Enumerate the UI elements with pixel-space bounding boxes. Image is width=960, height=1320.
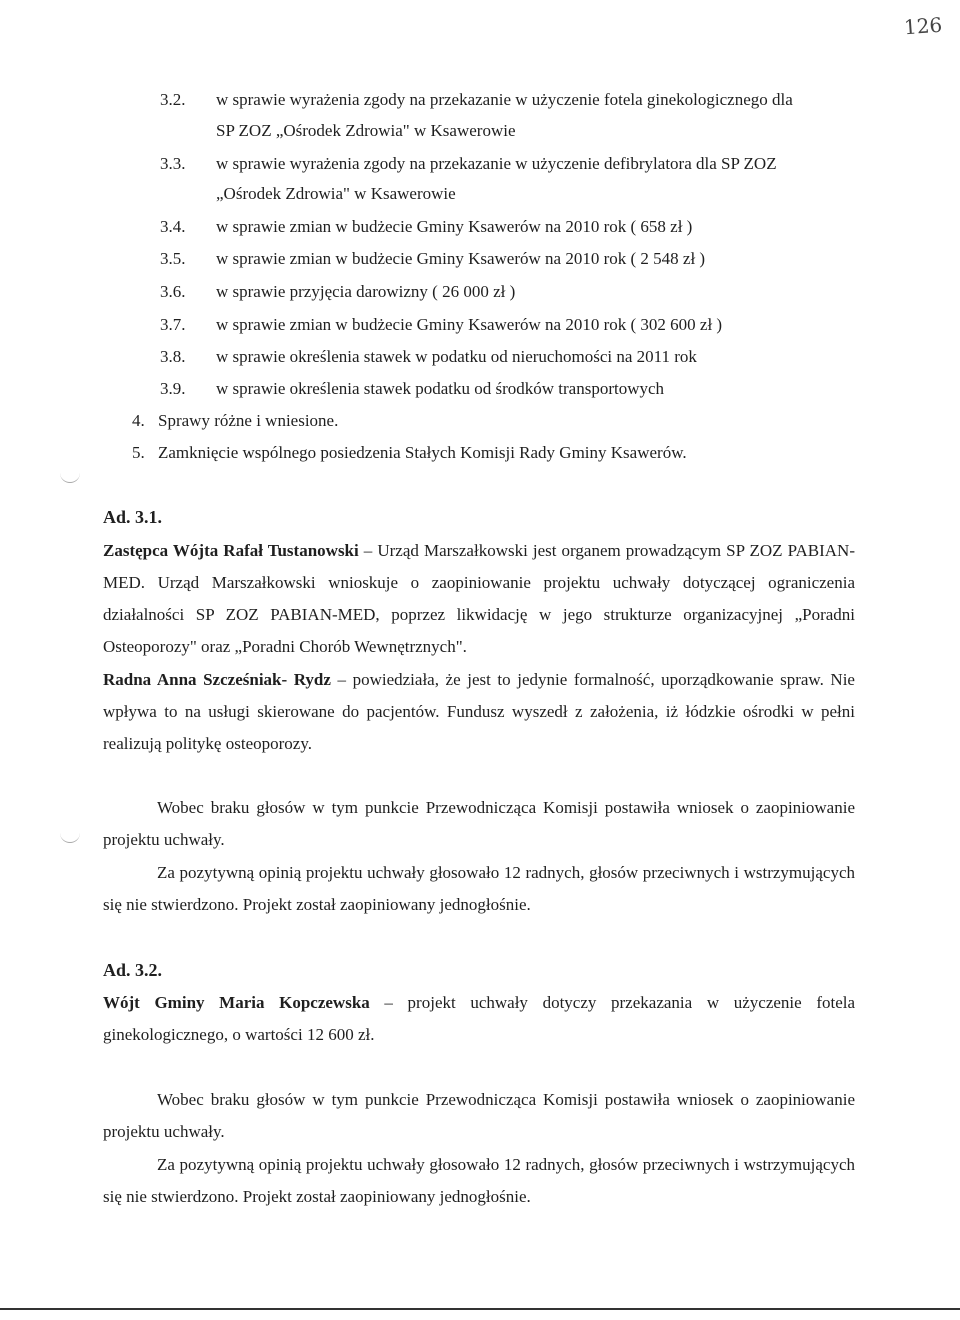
agenda-item-5 — [0, 441, 960, 465]
agenda-item-3-9 — [0, 377, 960, 401]
agenda-item-3-8 — [0, 345, 960, 369]
agenda-item-number: 3.9. — [160, 379, 186, 398]
section-3-1-paragraph-3: Wobec braku głosów w tym punkcie Przewodnicząca Komisji postawiła wniosek o zaopiniowanie projektu uchwały. — [103, 798, 855, 849]
section-3-1-paragraph-2 — [103, 664, 855, 760]
agenda-item-number: 3.7. — [160, 315, 186, 334]
agenda-item-3-4 — [0, 215, 960, 239]
agenda-item-text: w sprawie określenia stawek podatku od środków transportowych — [216, 379, 665, 398]
section-3-2-paragraph-2: Wobec braku głosów w tym punkcie Przewodnicząca Komisji postawiła wniosek o zaopiniowanie projektu uchwały. — [103, 1090, 855, 1141]
agenda-item-text: w sprawie zmian w budżecie Gminy Ksawerów na 2010 rok ( 302 600 zł ) — [216, 315, 723, 334]
section-heading-3-2: Ad. 3.2. — [103, 960, 163, 980]
agenda-item-text: Sprawy różne i wniesione. — [158, 411, 339, 430]
agenda-item-3-6 — [0, 280, 960, 304]
speaker-name: Radna Anna Szcześniak- Rydz — [103, 670, 331, 689]
agenda-item-text: w sprawie wyrażenia zgody na przekazanie w użyczenie fotela ginekologicznego dla — [216, 90, 793, 109]
paragraph-text: – powiedziała, że jest to jedynie formalność, uporządkowanie spraw. Nie wpływa to na usługi skierowane do pacjentów. Fundusz wyszedł z założenia, iż łódzkie ośrodki w pełni realizują politykę osteoporozy. — [103, 670, 855, 753]
agenda-item-3-2 — [0, 88, 960, 112]
agenda-item-text: Zamknięcie wspólnego posiedzenia Stałych Komisji Rady Gminy Ksawerów. — [158, 443, 687, 462]
agenda-item-text: w sprawie zmian w budżecie Gminy Ksawerów na 2010 rok ( 658 zł ) — [216, 217, 693, 236]
page-number: 126 — [903, 12, 943, 40]
agenda-item-number: 3.8. — [160, 347, 186, 366]
agenda-item-number: 4. — [132, 411, 145, 430]
agenda-item-number: 3.2. — [160, 90, 186, 109]
agenda-item-4 — [0, 409, 960, 433]
page-bottom-rule — [0, 1308, 960, 1310]
agenda-item-3-2-cont — [0, 119, 960, 143]
section-3-2-paragraph-1 — [103, 987, 855, 1051]
section-3-1-paragraph-1 — [103, 535, 855, 663]
agenda-item-3-5 — [0, 247, 960, 271]
paragraph-text: – Urząd Marszałkowski jest organem prowadzącym SP ZOZ PABIAN-MED. Urząd Marszałkowski wnioskuje o zaopiniowanie projektu uchwały dotyczącej ograniczenia działalności SP ZOZ PABIAN-MED, poprzez likwidację w jego strukturze organizacyjnej „Poradni Osteoporozy" oraz „Poradni Chorób Wewnętrznych". — [103, 541, 855, 656]
agenda-item-3-3 — [0, 152, 960, 176]
speaker-name: Zastępca Wójta Rafał Tustanowski — [103, 541, 359, 560]
agenda-item-text: w sprawie wyrażenia zgody na przekazanie w użyczenie defibrylatora dla SP ZOZ — [216, 154, 777, 173]
agenda-item-number: 3.3. — [160, 154, 186, 173]
scan-mark — [60, 830, 80, 843]
agenda-item-text: „Ośrodek Zdrowia" w Ksawerowie — [216, 184, 456, 203]
section-3-2-paragraph-3: Za pozytywną opinią projektu uchwały głosowało 12 radnych, głosów przeciwnych i wstrzymujących się nie stwierdzono. Projekt został zaopiniowany jednogłośnie. — [103, 1155, 855, 1206]
agenda-item-number: 3.4. — [160, 217, 186, 236]
agenda-item-number: 3.5. — [160, 249, 186, 268]
speaker-name: Wójt Gminy Maria Kopczewska — [103, 993, 370, 1012]
agenda-item-number: 5. — [132, 443, 145, 462]
section-3-1-paragraph-4: Za pozytywną opinią projektu uchwały głosowało 12 radnych, głosów przeciwnych i wstrzymujących się nie stwierdzono. Projekt został zaopiniowany jednogłośnie. — [103, 863, 855, 914]
agenda-item-text: w sprawie zmian w budżecie Gminy Ksawerów na 2010 rok ( 2 548 zł ) — [216, 249, 706, 268]
scan-mark — [60, 470, 80, 483]
agenda-item-number: 3.6. — [160, 282, 186, 301]
agenda-item-3-7 — [0, 313, 960, 337]
agenda-item-text: SP ZOZ „Ośrodek Zdrowia" w Ksawerowie — [216, 121, 516, 140]
agenda-item-text: w sprawie przyjęcia darowizny ( 26 000 zł ) — [216, 282, 516, 301]
section-heading-3-1: Ad. 3.1. — [103, 507, 163, 527]
paragraph-text: – projekt uchwały dotyczy przekazania w użyczenie fotela ginekologicznego, o wartości 12 600 zł. — [103, 993, 856, 1044]
agenda-item-text: w sprawie określenia stawek w podatku od nieruchomości na 2011 rok — [216, 347, 697, 366]
agenda-item-3-3-cont — [0, 182, 960, 206]
